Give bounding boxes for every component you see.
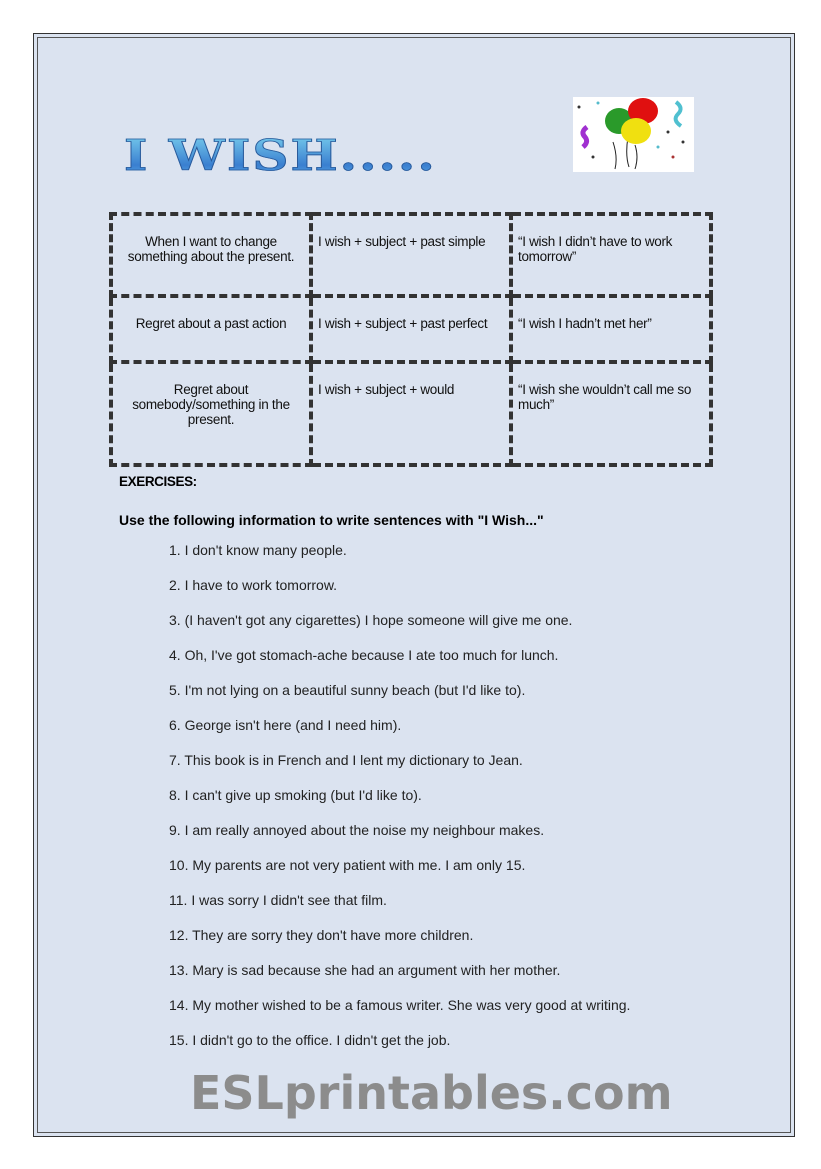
list-item: 15. I didn't go to the office. I didn't get the job.	[169, 1032, 451, 1048]
structure-cell: I wish + subject + past perfect	[311, 296, 511, 362]
list-item: 9. I am really annoyed about the noise my neighbour makes.	[169, 822, 545, 838]
list-item: 10. My parents are not very patient with me. I am only 15.	[169, 857, 526, 873]
list-item: 14. My mother wished to be a famous writer. She was very good at writing.	[169, 997, 631, 1013]
usage-cell: Regret about a past action	[111, 296, 311, 362]
balloons-clipart	[573, 97, 694, 172]
list-item: 11. I was sorry I didn't see that film.	[169, 892, 387, 908]
list-item: 4. Oh, I've got stomach-ache because I ate too much for lunch.	[169, 647, 559, 663]
usage-cell: Regret about somebody/something in the present.	[111, 362, 311, 465]
list-item: 13. Mary is sad because she had an argument with her mother.	[169, 962, 561, 978]
instruction-text: Use the following information to write sentences with "I Wish..."	[119, 512, 544, 528]
list-item: 8. I can't give up smoking (but I'd like to).	[169, 787, 422, 803]
usage-cell: When I want to change something about the present.	[111, 214, 311, 296]
watermark: ESLprintables.com	[190, 1066, 673, 1120]
list-item: 3. (I haven't got any cigarettes) I hope someone will give me one.	[169, 612, 573, 628]
grammar-table	[109, 212, 713, 467]
list-item: 1. I don't know many people.	[169, 542, 347, 558]
list-item: 7. This book is in French and I lent my dictionary to Jean.	[169, 752, 523, 768]
worksheet-title: I WISH.....	[124, 130, 437, 181]
exercises-heading: EXERCISES:	[119, 474, 197, 489]
list-item: 5. I'm not lying on a beautiful sunny beach (but I'd like to).	[169, 682, 526, 698]
example-cell: “I wish I hadn’t met her”	[511, 296, 711, 362]
table-row	[111, 362, 711, 465]
structure-cell: I wish + subject + past simple	[311, 214, 511, 296]
table-row	[111, 214, 711, 296]
list-item: 2. I have to work tomorrow.	[169, 577, 338, 593]
list-item: 12. They are sorry they don't have more children.	[169, 927, 474, 943]
example-cell: “I wish I didn’t have to work tomorrow”	[511, 214, 711, 296]
example-cell: “I wish she wouldn’t call me so much”	[511, 362, 711, 465]
worksheet-page	[33, 33, 795, 1137]
structure-cell: I wish + subject + would	[311, 362, 511, 465]
list-item: 6. George isn't here (and I need him).	[169, 717, 402, 733]
exercise-list	[169, 542, 630, 1067]
table-row	[111, 296, 711, 362]
